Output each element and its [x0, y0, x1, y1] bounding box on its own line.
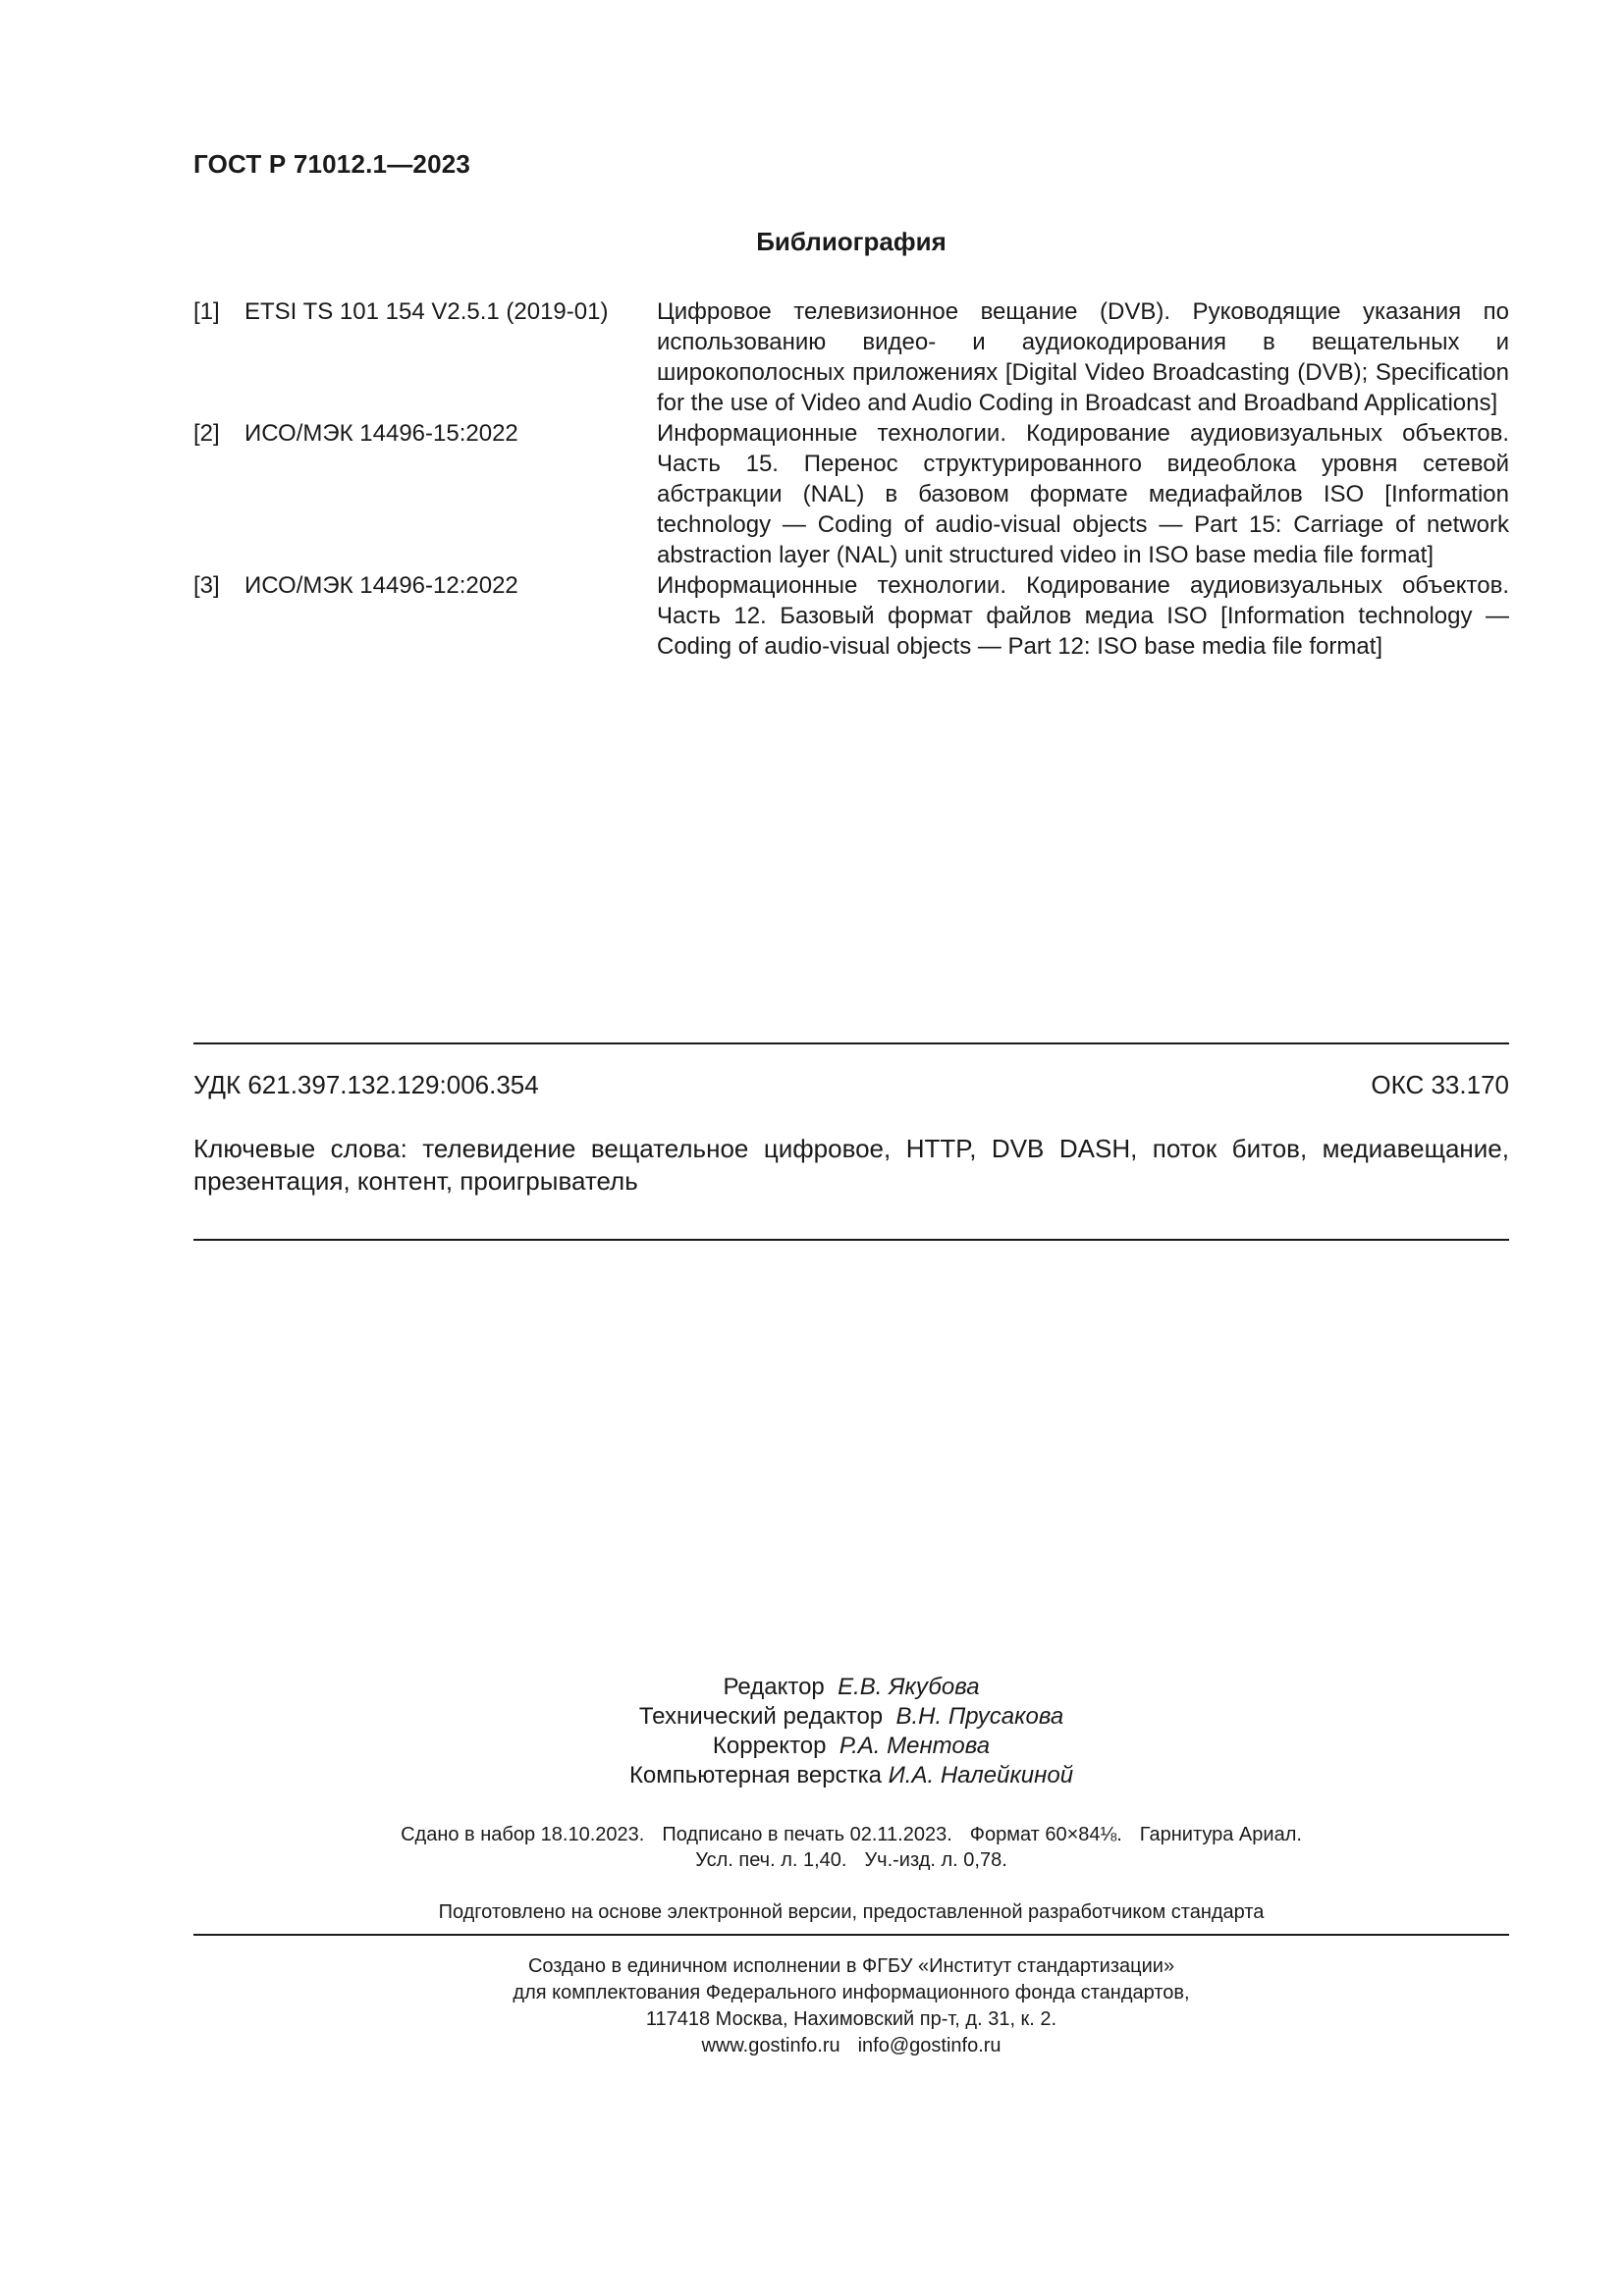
credits-block: [193, 1673, 1509, 1790]
bibliography-entry: [193, 570, 1509, 662]
credit-name: Е.В. Якубова: [838, 1674, 980, 1700]
credit-line: [193, 1702, 1509, 1732]
publisher-address: 117418 Москва, Нахимовский пр-т, д. 31, к. 2.: [645, 2008, 1057, 2030]
submitted-date: Сдано в набор 18.10.2023.: [401, 1824, 645, 1845]
publisher-line: Создано в единичном исполнении в ФГБУ «Институт стандартизации»: [527, 1955, 1175, 1977]
oks-code: ОКС 33.170: [1371, 1070, 1509, 1099]
prepared-note: Подготовлено на основе электронной версии, предоставленной разработчиком стандарта: [438, 1901, 1265, 1923]
bibliography-entry: [193, 296, 1509, 418]
divider-top: [193, 1042, 1509, 1044]
entry-code: ИСО/МЭК 14496-15:2022: [244, 420, 518, 447]
standard-number: ГОСТ Р 71012.1—2023: [193, 149, 471, 179]
udk-code: УДК 621.397.132.129:006.354: [193, 1070, 539, 1099]
imprint-line: [193, 1822, 1509, 1847]
print-sheets: Усл. печ. л. 1,40.: [695, 1849, 847, 1871]
credit-name: И.А. Налейкиной: [888, 1762, 1074, 1789]
entry-number: [2]: [193, 420, 220, 447]
publisher-contacts: [193, 2033, 1509, 2059]
bibliography-list: [193, 296, 1509, 662]
entry-number: [1]: [193, 298, 220, 325]
credit-role: Компьютерная верстка: [628, 1762, 882, 1789]
paper-format: Формат 60×84⅛.: [969, 1824, 1122, 1845]
credit-role: Редактор: [723, 1674, 825, 1700]
keywords: Ключевые слова: телевидение вещательное цифровое, HTTP, DVB DASH, поток битов, медиавещание, презентация, контент, проигрыватель: [193, 1134, 1509, 1196]
entry-title: Цифровое телевизионное вещание (DVB). Руководящие указания по использованию видео- и аудиокодирования в вещательных и широкополосных приложениях [Digital Video Broadcasting (DVB); Specification for the use of Video and Audio Coding in Broadcast and Broadband Applications]: [657, 298, 1509, 416]
imprint-block: [193, 1822, 1509, 1873]
entry-title: Информационные технологии. Кодирование аудиовизуальных объектов. Часть 15. Перенос структурированного видеоблока уровня сетевой абстракции (NAL) в базовом формате медиафайлов ISO [Information technology — Coding of audio-visual objects — Part 15: Carriage of network abstraction layer (NAL) unit structured video in ISO base media file format]: [657, 420, 1509, 568]
divider-bottom: [193, 1934, 1509, 1936]
imprint-line: [193, 1847, 1509, 1873]
publisher-block: [193, 1953, 1509, 2059]
credit-name: Р.А. Ментова: [839, 1733, 991, 1759]
credit-role: Технический редактор: [638, 1703, 884, 1730]
publisher-line: для комплектования Федерального информационного фонда стандартов,: [513, 1982, 1190, 2003]
website-link[interactable]: www.gostinfo.ru: [701, 2035, 840, 2056]
credit-line: [193, 1673, 1509, 1702]
divider-keywords: [193, 1239, 1509, 1241]
entry-code: ETSI TS 101 154 V2.5.1 (2019-01): [244, 298, 609, 325]
entry-number: [3]: [193, 572, 220, 599]
credit-name: В.Н. Прусакова: [895, 1703, 1064, 1730]
typeface: Гарнитура Ариал.: [1139, 1824, 1302, 1845]
signed-date: Подписано в печать 02.11.2023.: [662, 1824, 952, 1845]
credit-line: [193, 1732, 1509, 1761]
publication-sheets: Уч.-изд. л. 0,78.: [864, 1849, 1007, 1871]
credit-role: Корректор: [712, 1733, 827, 1759]
entry-code: ИСО/МЭК 14496-12:2022: [244, 572, 518, 599]
bibliography-entry: [193, 418, 1509, 570]
bibliography-title: Библиография: [756, 227, 947, 256]
entry-title: Информационные технологии. Кодирование аудиовизуальных объектов. Часть 12. Базовый формат файлов медиа ISO [Information technology — Coding of audio-visual objects — Part 12: ISO base media file format]: [657, 572, 1509, 660]
credit-line: [193, 1761, 1509, 1790]
email-link[interactable]: info@gostinfo.ru: [857, 2035, 1001, 2056]
